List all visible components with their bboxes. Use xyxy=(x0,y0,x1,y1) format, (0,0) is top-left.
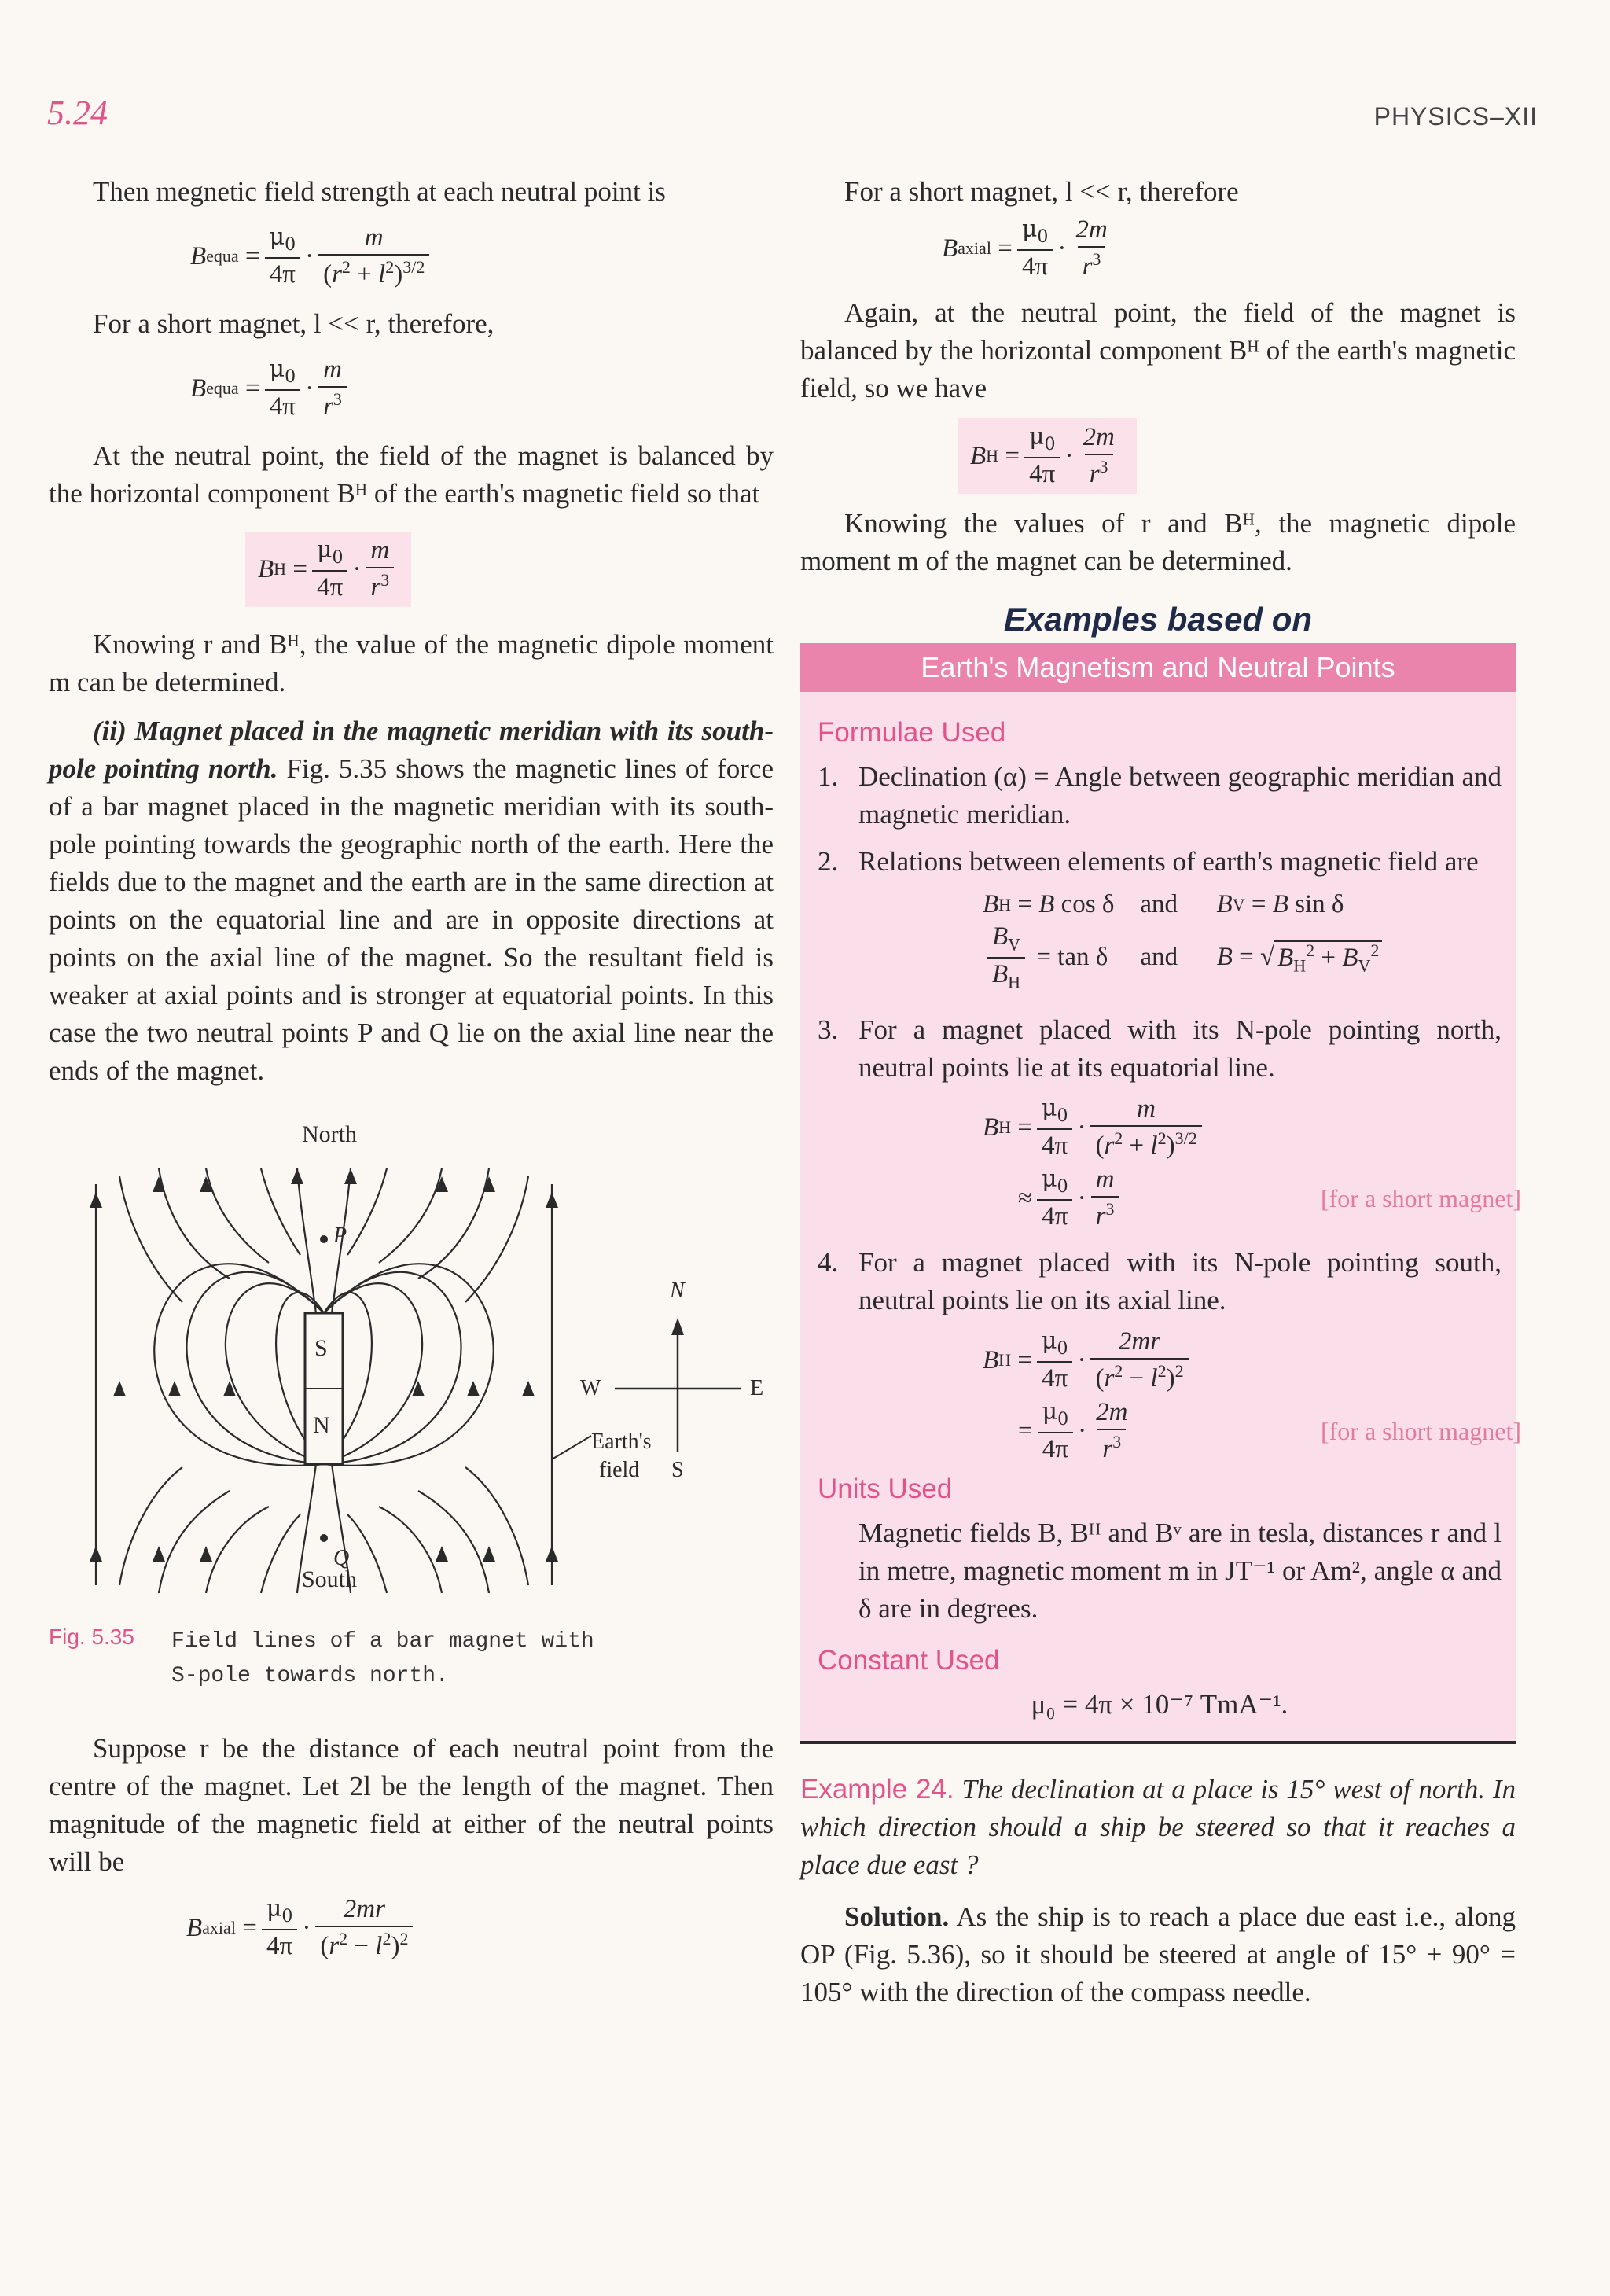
compass-west: W xyxy=(580,1376,601,1400)
caption-text: Field lines of a bar magnet with S-pole towards north. xyxy=(171,1629,594,1688)
example-label: Example 24. xyxy=(800,1774,954,1805)
paragraph: Again, at the neutral point, the field of the magnet is balanced by the horizontal component Bᴴ of the earth's magnetic field, so we have xyxy=(800,297,1516,403)
paragraph: Knowing the values of r and Bᴴ, the magnetic dipole moment m of the magnet can be determined. xyxy=(800,508,1516,576)
case-ii-lead: (ii) Magnet placed in the magnetic meridian with its south-pole pointing north. xyxy=(49,716,774,784)
equation-bh-highlight: B H = $\frac{\mu_0}{4\pi}$ · $\frac{m}{r^3}$ xyxy=(245,532,774,607)
short-magnet-note: [for a short magnet] xyxy=(1320,1417,1521,1446)
list-item: 1. Declination (α) = Angle between geographic meridian and magnetic meridian. xyxy=(818,761,1502,830)
right-column xyxy=(800,173,1521,2011)
compass-east: E xyxy=(750,1376,764,1400)
label-q: Q xyxy=(333,1546,350,1570)
solution-label: Solution. xyxy=(844,1901,950,1933)
equation-bh-axial-line: B H = $\frac{\mu_0}{4\pi}$ · $\frac{2mr}{(r^2 - l^2)^2}$ xyxy=(983,1329,1502,1392)
formulae-heading: Formulae Used xyxy=(818,717,1006,748)
paragraph: For a short magnet, l << r, therefore xyxy=(844,176,1239,207)
label-s-pole: S xyxy=(314,1335,328,1361)
left-column xyxy=(49,173,774,1959)
example-question: The declination at a place is 15° west of north. In which direction should a ship be steered so that it reaches a place due east ? xyxy=(800,1774,1516,1881)
equation-b-axial-short: B axial = $\frac{\mu_0}{4\pi}$ · $\frac{2m}{r^3}$ xyxy=(942,215,1108,281)
label-n-pole: N xyxy=(313,1412,330,1438)
constant-text: μ₀ = 4π × 10⁻⁷ TmA⁻¹. xyxy=(1031,1689,1288,1720)
earth-field-label-1: Earth's xyxy=(591,1429,652,1454)
running-title: PHYSICS–XII xyxy=(1373,102,1538,131)
label-north: North xyxy=(302,1121,357,1147)
units-text: Magnetic fields B, Bᴴ and Bᵛ are in tesla, distances r and l in metre, magnetic moment m in JT⁻¹ or Am², angle α and δ are in degrees. xyxy=(858,1518,1502,1624)
paragraph: Knowing r and Bᴴ, the value of the magnetic dipole moment m can be determined. xyxy=(49,629,774,697)
equation-bh-axial-line-short: = $\frac{\mu_0}{4\pi}$ · $\frac{2m}{r^3}$ [for a short magnet] xyxy=(1018,1397,1521,1464)
figure-caption xyxy=(49,1624,774,1711)
caption-label: Fig. 5.35 xyxy=(49,1624,134,1649)
equation-b-equa-short: B equa = $\frac{\mu_0}{4\pi}$ · $\frac{m}{r^3}$ xyxy=(190,357,774,420)
paragraph: At the neutral point, the field of the magnet is balanced by the horizontal component Bᴴ of the earth's magnetic field so that xyxy=(49,440,774,509)
list-item: 2. Relations between elements of earth's magnetic field are xyxy=(818,846,1479,877)
short-magnet-note: [for a short magnet] xyxy=(1320,1184,1521,1213)
solution-text: As the ship is to reach a place due east i.e., along OP (Fig. 5.36), so it should be steered at angle of 15° + 90° = 105° with the direction of the compass needle. xyxy=(800,1901,1516,2008)
solution xyxy=(800,1898,1516,2011)
list-item: 3. For a magnet placed with its N-pole pointing north, neutral points lie at its equatorial line. xyxy=(818,1014,1502,1084)
list-item: 4. For a magnet placed with its N-pole pointing south, neutral points lie on its axial line. xyxy=(818,1247,1502,1316)
formula-box xyxy=(800,692,1521,1744)
example-24 xyxy=(800,1771,1516,1884)
examples-title: Examples based on xyxy=(1003,601,1313,638)
label-south: South xyxy=(302,1566,358,1592)
equation-bh-bcos: B H = B cos δ and B V = B sin δ xyxy=(983,890,1344,918)
paragraph: Then megnetic field strength at each neutral point is xyxy=(93,176,666,207)
constant-heading: Constant Used xyxy=(818,1645,1000,1676)
compass-north: N xyxy=(670,1279,685,1303)
figure-5-35 xyxy=(49,1121,774,1624)
label-p: P xyxy=(333,1223,347,1248)
compass-south: S xyxy=(671,1458,684,1482)
units-heading: Units Used xyxy=(818,1474,953,1505)
earth-field-label-2: field xyxy=(599,1458,640,1482)
field-lines-diagram xyxy=(49,1121,774,1593)
examples-band: Earth's Magnetism and Neutral Points xyxy=(800,643,1516,692)
case-ii-text: Fig. 5.35 shows the magnetic lines of force of a bar magnet placed in the magnetic meridian with its south-pole pointing towards the geographic north of the earth. Here the fields due to the magnet and the earth are in the same direction at points on the equatorial line and are in opposite directions at points on the axial line of the magnet. So the resultant field is weaker at axial points and is stronger at equatorial points. In this case the two neutral points P and Q lie on the axial line near the ends of the magnet. xyxy=(49,753,774,1086)
equation-bh-equatorial-short: ≈ $\frac{\mu_0}{4\pi}$ · $\frac{m}{r^3}$ [for a short magnet] xyxy=(1018,1165,1521,1231)
page-number: 5.24 xyxy=(47,94,108,132)
equation-b-axial: B axial = $\frac{\mu_0}{4\pi}$ · $\frac{2mr}{(r^2 - l^2)^2}$ xyxy=(186,1897,774,1959)
paragraph-case-ii xyxy=(49,712,774,1090)
equation-bh-axial-highlight: B H = $\frac{\mu_0}{4\pi}$ · $\frac{2m}{r^3}$ xyxy=(958,418,1516,494)
paragraph: Suppose r be the distance of each neutral point from the centre of the magnet. Let 2l be the length of the magnet. Then magnitude of the magnetic field at either of the neutral points will be xyxy=(49,1733,774,1877)
paragraph: For a short magnet, l << r, therefore, xyxy=(93,308,494,339)
equation-b-equa: B equa = $\frac{\mu_0}{4\pi}$ · $\frac{m}{(r^2 + l^2)^{3/2}}$ xyxy=(190,225,774,288)
equation-bh-equatorial: B H = $\frac{\mu_0}{4\pi}$ · $\frac{m}{(r^2 + l^2)^{3/2}}$ xyxy=(983,1096,1502,1159)
equation-tan-delta: $\frac{B_V}{B_H}$ = tan δ and B = √ $B_H^2 + B_V^2$ xyxy=(983,924,1502,991)
